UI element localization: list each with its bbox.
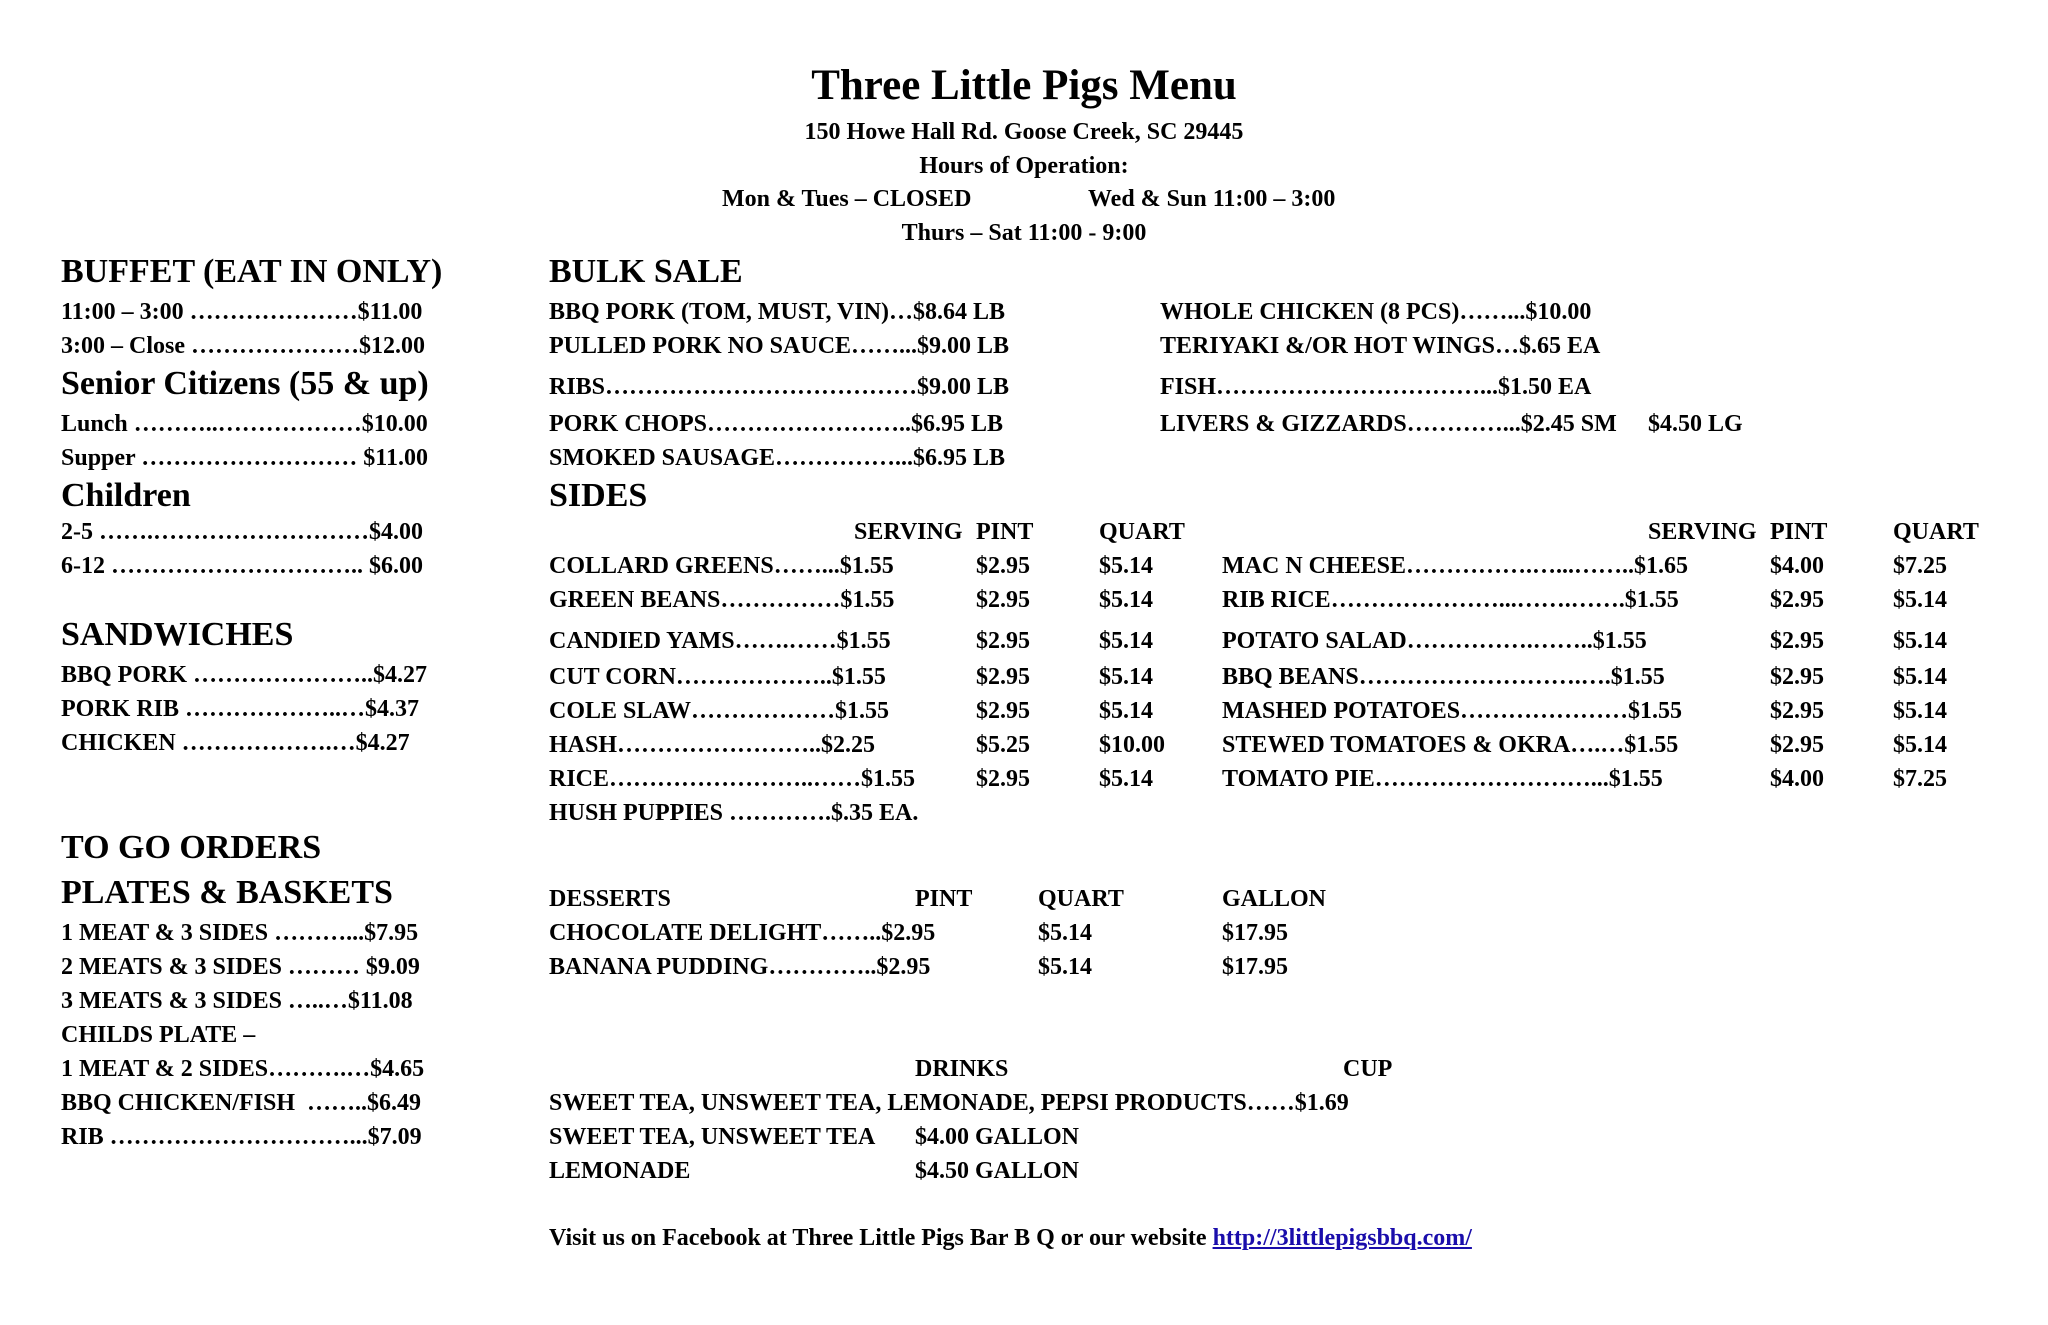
side-item: GREEN BEANS……………$1.55 xyxy=(549,587,895,613)
desserts-col-gallon: GALLON xyxy=(1222,886,1327,912)
sides-col-quart: QUART xyxy=(1099,519,1185,545)
bulk-item: PULLED PORK NO SAUCE……...$9.00 LB xyxy=(549,333,1010,359)
drink-item: LEMONADE xyxy=(549,1158,691,1184)
dessert-quart: $5.14 xyxy=(1038,954,1092,980)
side-quart: $7.25 xyxy=(1893,766,1947,792)
dessert-gallon: $17.95 xyxy=(1222,920,1288,946)
side-item: BBQ BEANS……………………….….$1.55 xyxy=(1222,664,1665,690)
plate-item: 3 MEATS & 3 SIDES …..…$11.08 xyxy=(61,988,413,1014)
plate-item: RIB …………………………...$7.09 xyxy=(61,1124,422,1150)
seniors-item: Lunch ………..………………$10.00 xyxy=(61,411,428,437)
sandwiches-heading: SANDWICHES xyxy=(61,616,294,653)
children-heading: Children xyxy=(61,477,191,514)
hours-wed-sun: Wed & Sun 11:00 – 3:00 xyxy=(1088,186,1336,212)
side-quart: $5.14 xyxy=(1893,664,1947,690)
side-pint: $2.95 xyxy=(1770,732,1824,758)
drinks-heading: DRINKS xyxy=(915,1056,1009,1082)
side-item: COLE SLAW………………$1.55 xyxy=(549,698,890,724)
sides-col-pint: PINT xyxy=(976,519,1034,545)
side-pint: $2.95 xyxy=(1770,587,1824,613)
plate-item: BBQ CHICKEN/FISH ……..$6.49 xyxy=(61,1090,422,1116)
side-pint: $2.95 xyxy=(976,766,1030,792)
side-item: STEWED TOMATOES & OKRA….…$1.55 xyxy=(1222,732,1679,758)
bulk-item: WHOLE CHICKEN (8 PCS)……...$10.00 xyxy=(1160,299,1592,325)
bulk-item: LIVERS & GIZZARDS…………...$2.45 SM xyxy=(1160,411,1617,437)
bulk-item: SMOKED SAUSAGE……………...$6.95 LB xyxy=(549,445,1006,471)
side-pint: $4.00 xyxy=(1770,766,1824,792)
buffet-item: 3:00 – Close …………………$12.00 xyxy=(61,333,425,359)
side-quart: $5.14 xyxy=(1099,587,1153,613)
side-quart: $5.14 xyxy=(1099,628,1153,654)
side-quart: $5.14 xyxy=(1099,553,1153,579)
side-item: CANDIED YAMS…….……$1.55 xyxy=(549,628,891,654)
sandwich-item: CHICKEN ……………….…$4.27 xyxy=(61,730,410,756)
desserts-col-pint: PINT xyxy=(915,886,973,912)
side-item: TOMATO PIE………………………...$1.55 xyxy=(1222,766,1663,792)
sides-col-serving: SERVING xyxy=(854,519,963,545)
seniors-item: Supper ……………………… $11.00 xyxy=(61,445,428,471)
bulk-item: BBQ PORK (TOM, MUST, VIN)…$8.64 LB xyxy=(549,299,1006,325)
drink-price: $4.00 GALLON xyxy=(915,1124,1080,1150)
side-item: RICE……………………..……$1.55 xyxy=(549,766,916,792)
drink-item: SWEET TEA, UNSWEET TEA, LEMONADE, PEPSI PRODUCTS……$1.69 xyxy=(549,1090,1349,1116)
desserts-col-quart: QUART xyxy=(1038,886,1124,912)
side-pint: $2.95 xyxy=(976,587,1030,613)
side-quart: $5.14 xyxy=(1893,698,1947,724)
dessert-gallon: $17.95 xyxy=(1222,954,1288,980)
bulk-item: PORK CHOPS……………………..$6.95 LB xyxy=(549,411,1004,437)
side-item: COLLARD GREENS……...$1.55 xyxy=(549,553,894,579)
plates-heading: PLATES & BASKETS xyxy=(61,874,393,911)
buffet-item: 11:00 – 3:00 …………………$11.00 xyxy=(61,299,423,325)
side-quart: $10.00 xyxy=(1099,732,1165,758)
side-pint: $2.95 xyxy=(976,628,1030,654)
side-pint: $2.95 xyxy=(1770,628,1824,654)
drink-item: SWEET TEA, UNSWEET TEA xyxy=(549,1124,876,1150)
side-pint: $2.95 xyxy=(976,664,1030,690)
plate-item: 1 MEAT & 2 SIDES……….…$4.65 xyxy=(61,1056,425,1082)
side-quart: $5.14 xyxy=(1099,698,1153,724)
drink-price: $4.50 GALLON xyxy=(915,1158,1080,1184)
hours-closed: Mon & Tues – CLOSED xyxy=(722,186,972,212)
side-item: RIB RICE…………………...…….…….$1.55 xyxy=(1222,587,1679,613)
side-item: HASH……………………..$2.25 xyxy=(549,732,876,758)
side-item: MAC N CHEESE…………….…...……..$1.65 xyxy=(1222,553,1689,579)
bulk-item: TERIYAKI &/OR HOT WINGS…$.65 EA xyxy=(1160,333,1601,359)
footer-line xyxy=(549,1226,1472,1250)
side-pint: $2.95 xyxy=(976,698,1030,724)
dessert-item: CHOCOLATE DELIGHT……..$2.95 xyxy=(549,920,936,946)
address: 150 Howe Hall Rd. Goose Creek, SC 29445 xyxy=(804,119,1244,145)
bulk-item-lg-price: $4.50 LG xyxy=(1648,411,1743,437)
side-item: POTATO SALAD…………….……..$1.55 xyxy=(1222,628,1647,654)
buffet-heading: BUFFET (EAT IN ONLY) xyxy=(61,253,443,290)
children-item: 6-12 ………………………….. $6.00 xyxy=(61,553,423,579)
side-quart: $7.25 xyxy=(1893,553,1947,579)
bulk-item: RIBS…………………………………$9.00 LB xyxy=(549,374,1010,400)
hours-label: Hours of Operation: xyxy=(919,153,1129,179)
hush-puppies-item: HUSH PUPPIES ………….$.35 EA. xyxy=(549,800,919,826)
side-item: MASHED POTATOES…………………$1.55 xyxy=(1222,698,1683,724)
bulk-heading: BULK SALE xyxy=(549,253,743,290)
side-pint: $2.95 xyxy=(1770,664,1824,690)
plate-item: 1 MEAT & 3 SIDES ………...$7.95 xyxy=(61,920,419,946)
sides-col-quart: QUART xyxy=(1893,519,1979,545)
plate-item: 2 MEATS & 3 SIDES ……… $9.09 xyxy=(61,954,420,980)
children-item: 2-5 …….………………………$4.00 xyxy=(61,519,423,545)
sides-heading: SIDES xyxy=(549,477,648,514)
footer-text: Visit us on Facebook at Three Little Pigs Bar B Q or our website xyxy=(549,1225,1213,1251)
side-quart: $5.14 xyxy=(1099,664,1153,690)
desserts-heading: DESSERTS xyxy=(549,886,671,912)
side-item: CUT CORN………………..$1.55 xyxy=(549,664,886,690)
side-quart: $5.14 xyxy=(1099,766,1153,792)
dessert-quart: $5.14 xyxy=(1038,920,1092,946)
to-go-heading: TO GO ORDERS xyxy=(61,829,322,866)
sides-col-pint: PINT xyxy=(1770,519,1828,545)
bulk-item: FISH……………………………...$1.50 EA xyxy=(1160,374,1592,400)
side-pint: $4.00 xyxy=(1770,553,1824,579)
side-quart: $5.14 xyxy=(1893,732,1947,758)
side-pint: $2.95 xyxy=(1770,698,1824,724)
sandwich-item: BBQ PORK …………………..$4.27 xyxy=(61,662,428,688)
side-quart: $5.14 xyxy=(1893,628,1947,654)
plate-item: CHILDS PLATE – xyxy=(61,1022,256,1048)
page-title: Three Little Pigs Menu xyxy=(811,62,1237,109)
drinks-col-cup: CUP xyxy=(1343,1056,1393,1082)
hours-thu-sat: Thurs – Sat 11:00 - 9:00 xyxy=(901,220,1147,246)
side-pint: $5.25 xyxy=(976,732,1030,758)
sides-col-serving: SERVING xyxy=(1648,519,1757,545)
seniors-heading: Senior Citizens (55 & up) xyxy=(61,365,429,402)
website-link[interactable]: http://3littlepigsbbq.com/ xyxy=(1212,1225,1472,1251)
dessert-item: BANANA PUDDING…………..$2.95 xyxy=(549,954,931,980)
side-pint: $2.95 xyxy=(976,553,1030,579)
sandwich-item: PORK RIB ………………..…$4.37 xyxy=(61,696,420,722)
side-quart: $5.14 xyxy=(1893,587,1947,613)
